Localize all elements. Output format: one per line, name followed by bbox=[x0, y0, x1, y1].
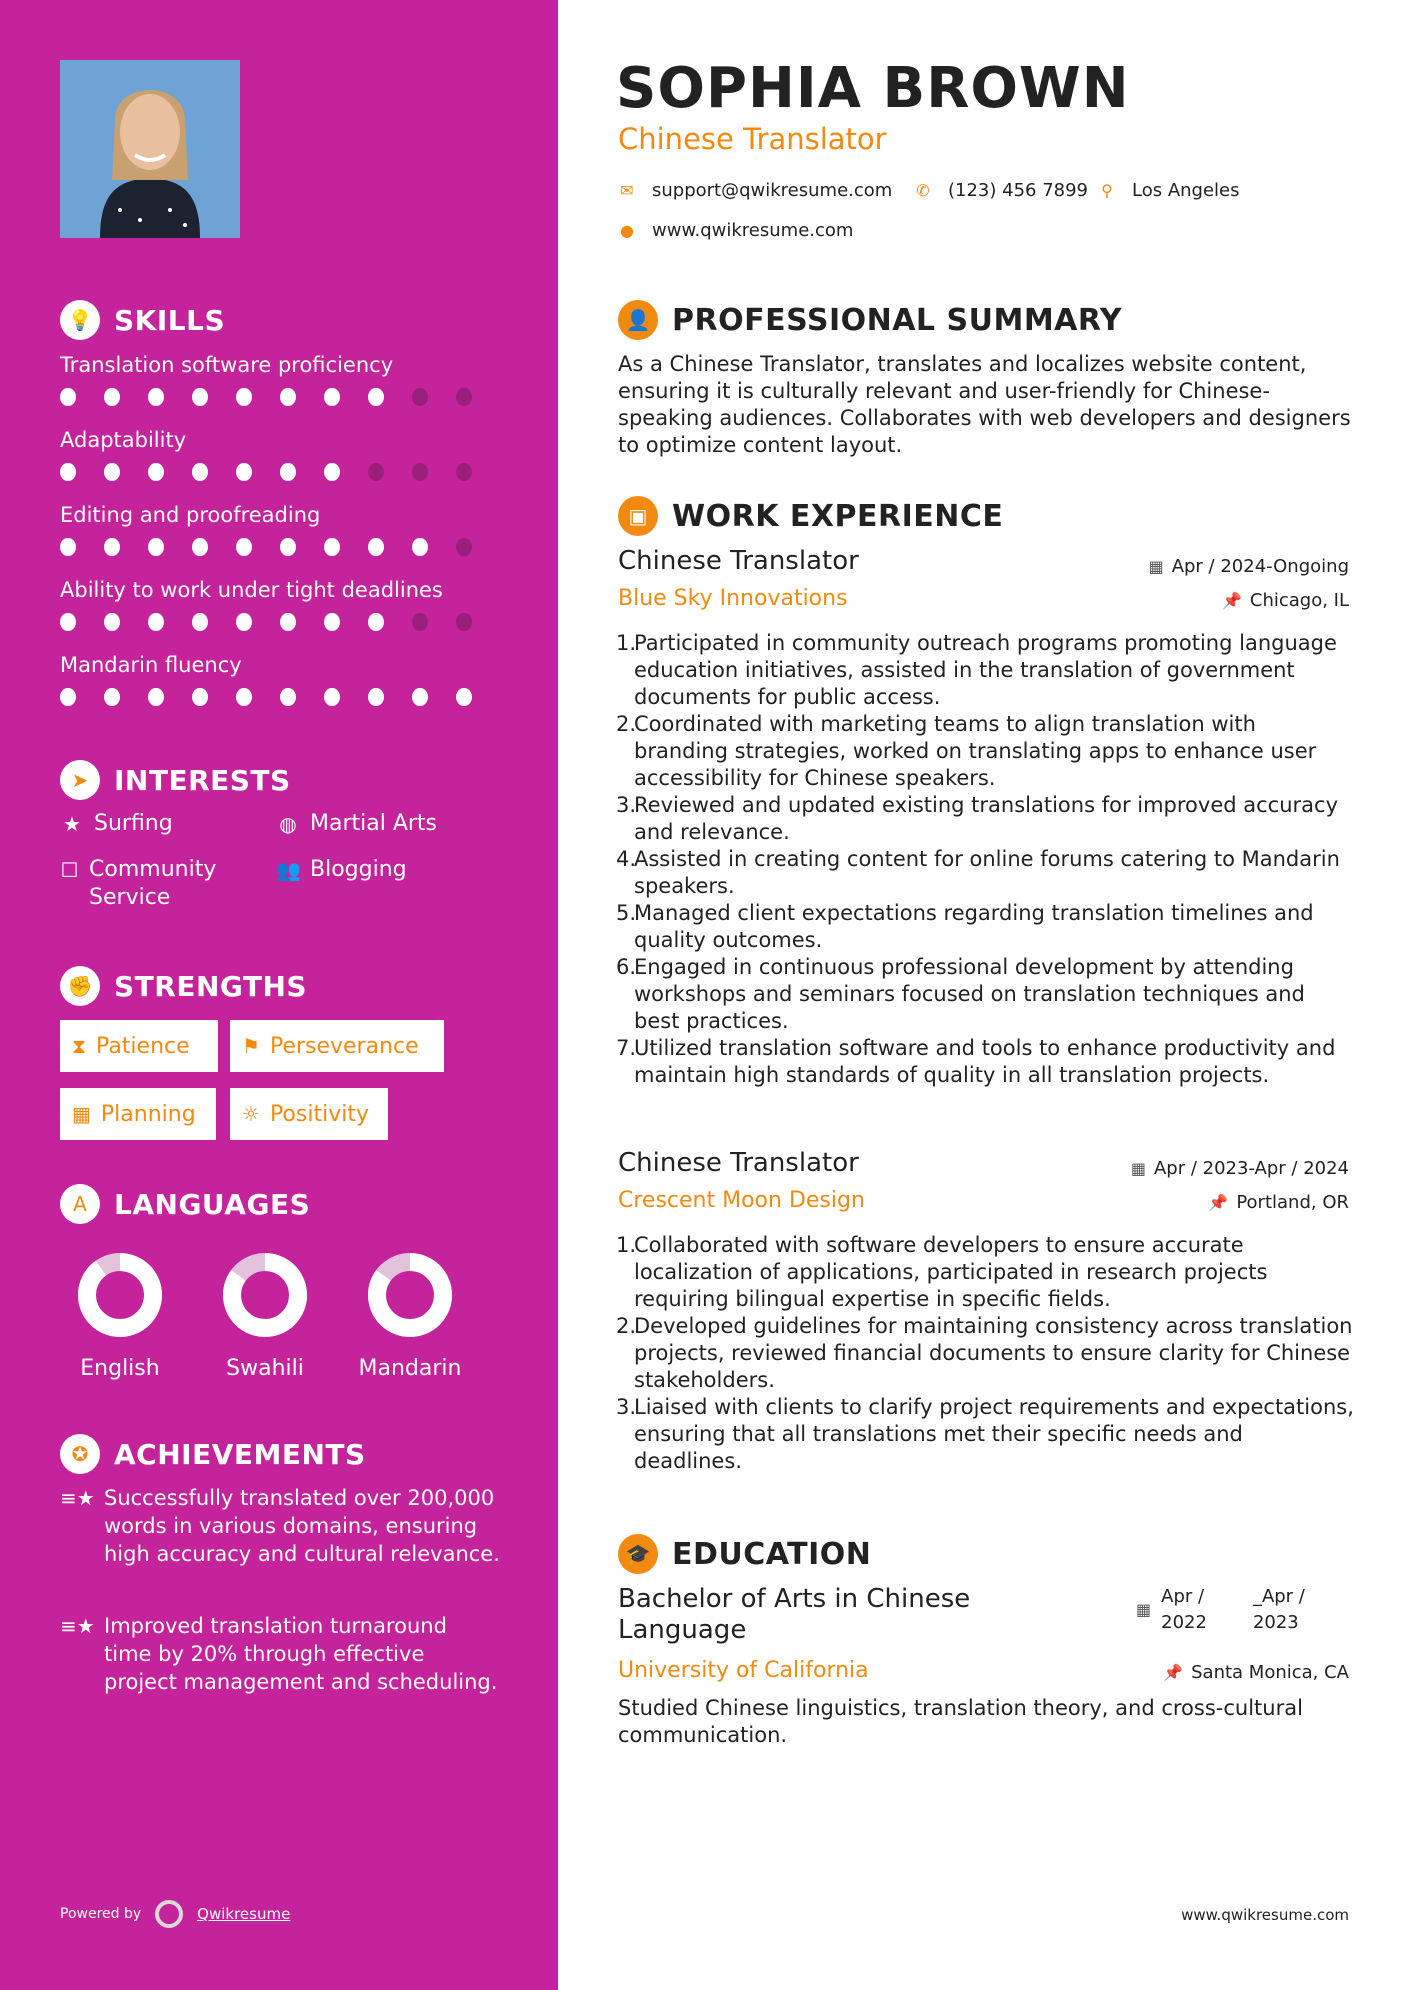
skill-rating bbox=[60, 384, 500, 410]
job-location bbox=[1208, 1192, 1349, 1213]
school-location bbox=[1163, 1662, 1349, 1683]
experience-title: WORK EXPERIENCE bbox=[672, 498, 1004, 534]
contact-location bbox=[1098, 180, 1240, 201]
rating-dot bbox=[148, 688, 164, 706]
experience-header bbox=[618, 496, 1003, 536]
rating-dot bbox=[60, 538, 76, 556]
language-item bbox=[55, 1250, 185, 1381]
star-icon: ★ bbox=[63, 812, 81, 836]
rating-dot bbox=[104, 388, 120, 406]
users-icon: 👥 bbox=[276, 858, 301, 882]
job-location-text: Chicago, IL bbox=[1249, 590, 1349, 611]
interests-header bbox=[60, 760, 291, 800]
powered-by bbox=[60, 1900, 290, 1928]
rating-dot bbox=[192, 613, 208, 631]
strength-badge bbox=[60, 1020, 218, 1072]
languages-header bbox=[60, 1184, 310, 1224]
contact-email[interactable] bbox=[618, 180, 892, 201]
list-item: 2. Developed guidelines for maintaining consistency across translation projects, reviewed financial documents to ensure clarity for Chinese stakeholders. bbox=[616, 1314, 1353, 1392]
globe-icon: ◍ bbox=[279, 812, 297, 836]
rating-dot bbox=[148, 388, 164, 406]
rating-dot bbox=[324, 463, 340, 481]
achievements-header bbox=[60, 1434, 366, 1474]
language-item bbox=[345, 1250, 475, 1381]
education-description: Studied Chinese linguistics, translation theory, and cross-cultural communication. bbox=[618, 1696, 1303, 1747]
lightbulb-icon: 💡 bbox=[60, 300, 100, 340]
shooting-star-icon: ≡★ bbox=[60, 1614, 95, 1638]
skill-item bbox=[60, 500, 500, 560]
rating-dot bbox=[412, 538, 428, 556]
education-start-line1: Apr / bbox=[1161, 1586, 1205, 1607]
skill-label: Editing and proofreading bbox=[60, 503, 321, 527]
list-item: 6. Engaged in continuous professional development by attending workshops and seminars focused on translation techniques and best practices. bbox=[616, 955, 1305, 1033]
language-ring bbox=[365, 1250, 455, 1340]
strength-label: Perseverance bbox=[269, 1033, 419, 1059]
strength-label: Planning bbox=[100, 1101, 196, 1127]
skill-rating bbox=[60, 459, 500, 485]
people-icon: ⚑ bbox=[242, 1034, 260, 1058]
qwikresume-logo-icon bbox=[155, 1900, 183, 1928]
rating-dot bbox=[412, 463, 428, 481]
skills-title: SKILLS bbox=[114, 303, 226, 337]
candidate-role: Chinese Translator bbox=[618, 122, 887, 156]
skill-item bbox=[60, 425, 500, 485]
skill-item bbox=[60, 350, 500, 410]
rating-dot bbox=[192, 688, 208, 706]
rating-dot bbox=[456, 538, 472, 556]
rating-dot bbox=[104, 613, 120, 631]
skill-label: Translation software proficiency bbox=[60, 353, 394, 377]
award-icon: ✪ bbox=[60, 1434, 100, 1474]
job-bullets bbox=[616, 1232, 1356, 1475]
job-dates bbox=[1131, 1158, 1349, 1179]
rating-dot bbox=[192, 538, 208, 556]
education-end-line1: _Apr / bbox=[1252, 1586, 1305, 1607]
interest-item bbox=[276, 856, 407, 884]
paper-plane-icon: ➤ bbox=[60, 760, 100, 800]
graduation-icon: 🎓 bbox=[618, 1534, 658, 1574]
job-location-text: Portland, OR bbox=[1236, 1192, 1349, 1213]
strengths-title: STRENGTHS bbox=[114, 969, 308, 1003]
contact-website[interactable] bbox=[618, 220, 853, 241]
calendar-icon: ▦ bbox=[1148, 557, 1164, 576]
rating-dot bbox=[280, 613, 296, 631]
list-item: 1. Participated in community outreach programs promoting language education initiatives, assisted in the translation of government documents for public access. bbox=[616, 631, 1337, 709]
list-item: 7. Utilized translation software and tools to enhance productivity and maintain high standards of quality in all translation projects. bbox=[616, 1036, 1336, 1087]
job-bullets bbox=[616, 630, 1356, 1089]
main-content bbox=[558, 0, 1407, 1990]
rating-dot bbox=[368, 463, 384, 481]
degree-line-1: Bachelor of Arts in Chinese bbox=[618, 1584, 971, 1614]
rating-dot bbox=[412, 388, 428, 406]
achievements-title: ACHIEVEMENTS bbox=[114, 1437, 366, 1471]
calendar-icon: ▦ bbox=[72, 1102, 91, 1126]
strength-label: Positivity bbox=[269, 1101, 369, 1127]
rating-dot bbox=[60, 613, 76, 631]
job-company: Crescent Moon Design bbox=[618, 1188, 865, 1213]
achievement-item bbox=[60, 1612, 500, 1696]
list-item: 4. Assisted in creating content for online forums catering to Mandarin speakers. bbox=[616, 847, 1340, 898]
website-text: www.qwikresume.com bbox=[652, 220, 854, 241]
skill-item bbox=[60, 650, 500, 710]
skill-label: Mandarin fluency bbox=[60, 653, 242, 677]
rating-dot bbox=[236, 613, 252, 631]
rating-dot bbox=[236, 463, 252, 481]
skill-label: Adaptability bbox=[60, 428, 187, 452]
calendar-icon: ▦ bbox=[1130, 1159, 1146, 1178]
job-dates-text: Apr / 2024-Ongoing bbox=[1171, 556, 1349, 577]
education-end-line2: 2023 bbox=[1252, 1612, 1299, 1633]
achievement-item bbox=[60, 1484, 500, 1568]
rating-dot bbox=[280, 688, 296, 706]
job-title: Chinese Translator bbox=[618, 1148, 859, 1178]
rating-dot bbox=[280, 538, 296, 556]
rating-dot bbox=[148, 613, 164, 631]
shooting-star-icon: ≡★ bbox=[60, 1486, 95, 1510]
user-icon: 👤 bbox=[618, 300, 658, 340]
rating-dot bbox=[412, 688, 428, 706]
list-item: 3. Liaised with clients to clarify project requirements and expectations, ensuring that all translations met their specific needs and deadlines. bbox=[616, 1395, 1354, 1473]
achievement-text: Improved translation turnaround time by 20% through effective project management and scheduling. bbox=[104, 1614, 498, 1694]
hand-icon: ☐ bbox=[60, 858, 79, 882]
rating-dot bbox=[324, 613, 340, 631]
globe-icon: ● bbox=[620, 221, 634, 240]
pushpin-icon: 📌 bbox=[1221, 591, 1242, 610]
interest-label: Surfing bbox=[94, 811, 173, 836]
pushpin-icon: 📌 bbox=[1208, 1193, 1229, 1212]
language-ring bbox=[75, 1250, 165, 1340]
language-item bbox=[200, 1250, 330, 1381]
language-ring-fill bbox=[87, 1262, 153, 1328]
languages-title: LANGUAGES bbox=[114, 1187, 311, 1221]
sidebar bbox=[0, 0, 558, 1990]
profile-photo bbox=[60, 60, 240, 238]
list-item: 3. Reviewed and updated existing translations for improved accuracy and relevance. bbox=[616, 793, 1338, 844]
rating-dot bbox=[60, 463, 76, 481]
education-header bbox=[618, 1534, 871, 1574]
skill-item bbox=[60, 575, 500, 635]
qwikresume-link[interactable]: Qwikresume bbox=[197, 1905, 291, 1923]
rating-dot bbox=[60, 388, 76, 406]
rating-dot bbox=[368, 538, 384, 556]
job-company: Blue Sky Innovations bbox=[618, 586, 848, 611]
phone-icon: ✆ bbox=[916, 181, 930, 200]
candidate-name: SOPHIA BROWN bbox=[616, 56, 1130, 121]
job-location bbox=[1222, 590, 1349, 611]
envelope-icon: ✉ bbox=[620, 181, 634, 200]
strength-badge bbox=[230, 1020, 444, 1072]
language-ring bbox=[220, 1250, 310, 1340]
map-pin-icon: ⚲ bbox=[1101, 181, 1113, 200]
rating-dot bbox=[192, 388, 208, 406]
summary-text: As a Chinese Translator, translates and localizes website content, ensuring it is culturally relevant and user-friendly for Chinese-speaking audiences. Collaborates with web developers and designers to optimize content layout. bbox=[618, 352, 1351, 457]
rating-dot bbox=[104, 538, 120, 556]
job-dates-text: Apr / 2023-Apr / 2024 bbox=[1153, 1158, 1349, 1179]
education-start-line2: 2022 bbox=[1161, 1612, 1207, 1633]
summary-header bbox=[618, 300, 1122, 340]
hourglass-icon: ⧗ bbox=[72, 1034, 87, 1058]
strength-badge bbox=[230, 1088, 388, 1140]
location-text: Los Angeles bbox=[1132, 180, 1240, 201]
degree-line-2: Language bbox=[618, 1615, 747, 1645]
rating-dot bbox=[456, 463, 472, 481]
sun-icon: ☼ bbox=[242, 1102, 260, 1126]
rating-dot bbox=[412, 613, 428, 631]
fist-icon: ✊ bbox=[60, 966, 100, 1006]
rating-dot bbox=[236, 388, 252, 406]
school-location-text: Santa Monica, CA bbox=[1191, 1662, 1349, 1683]
rating-dot bbox=[368, 613, 384, 631]
language-label: Swahili bbox=[226, 1356, 304, 1381]
skills-header bbox=[60, 300, 225, 340]
education-title: EDUCATION bbox=[672, 1536, 872, 1572]
skill-rating bbox=[60, 684, 500, 710]
list-item: 5. Managed client expectations regarding translation timelines and quality outcomes. bbox=[616, 901, 1314, 952]
rating-dot bbox=[324, 538, 340, 556]
skill-label: Ability to work under tight deadlines bbox=[60, 578, 443, 602]
rating-dot bbox=[104, 463, 120, 481]
interests-title: INTERESTS bbox=[114, 763, 291, 797]
interest-label: Martial Arts bbox=[310, 811, 438, 836]
rating-dot bbox=[456, 388, 472, 406]
school-name: University of California bbox=[618, 1658, 869, 1683]
job-dates bbox=[1149, 556, 1349, 577]
calendar-icon: ▦ bbox=[1136, 1600, 1152, 1619]
interest-label: Blogging bbox=[310, 857, 407, 882]
language-label: Mandarin bbox=[358, 1356, 462, 1381]
phone-text: (123) 456 7899 bbox=[948, 180, 1089, 201]
rating-dot bbox=[148, 463, 164, 481]
strengths-header bbox=[60, 966, 307, 1006]
rating-dot bbox=[236, 538, 252, 556]
interest-item bbox=[60, 856, 260, 912]
strength-label: Patience bbox=[96, 1033, 190, 1059]
briefcase-icon: ▣ bbox=[618, 496, 658, 536]
interest-label: Community Service bbox=[89, 857, 217, 910]
skill-rating bbox=[60, 609, 500, 635]
rating-dot bbox=[236, 688, 252, 706]
rating-dot bbox=[280, 463, 296, 481]
list-item: 1. Collaborated with software developers to ensure accurate localization of applications, participated in research projects requiring bilingual expertise in specific fields. bbox=[616, 1233, 1268, 1311]
email-text: support@qwikresume.com bbox=[652, 180, 893, 201]
rating-dot bbox=[324, 388, 340, 406]
list-item: 2. Coordinated with marketing teams to align translation with branding strategies, worked on translating apps to enhance user accessibility for Chinese speakers. bbox=[616, 712, 1317, 790]
summary-title: PROFESSIONAL SUMMARY bbox=[672, 302, 1123, 338]
interest-item bbox=[60, 810, 173, 838]
rating-dot bbox=[104, 688, 120, 706]
rating-dot bbox=[368, 688, 384, 706]
rating-dot bbox=[280, 388, 296, 406]
powered-by-label: Powered by bbox=[60, 1906, 142, 1922]
rating-dot bbox=[324, 688, 340, 706]
language-label: English bbox=[80, 1356, 160, 1381]
achievement-text: Successfully translated over 200,000 words in various domains, ensuring high accuracy and cultural relevance. bbox=[104, 1486, 500, 1566]
footer-url[interactable]: www.qwikresume.com bbox=[1181, 1906, 1349, 1924]
job-title: Chinese Translator bbox=[618, 546, 859, 576]
rating-dot bbox=[456, 613, 472, 631]
translate-icon: A bbox=[60, 1184, 100, 1224]
contact-phone[interactable] bbox=[914, 180, 1088, 201]
rating-dot bbox=[192, 463, 208, 481]
rating-dot bbox=[148, 538, 164, 556]
education-dates bbox=[1136, 1584, 1305, 1636]
rating-dot bbox=[368, 388, 384, 406]
rating-dot bbox=[60, 688, 76, 706]
rating-dot bbox=[456, 688, 472, 706]
interest-item bbox=[276, 810, 437, 838]
strength-badge bbox=[60, 1088, 216, 1140]
pushpin-icon: 📌 bbox=[1163, 1663, 1184, 1682]
skill-rating bbox=[60, 534, 500, 560]
